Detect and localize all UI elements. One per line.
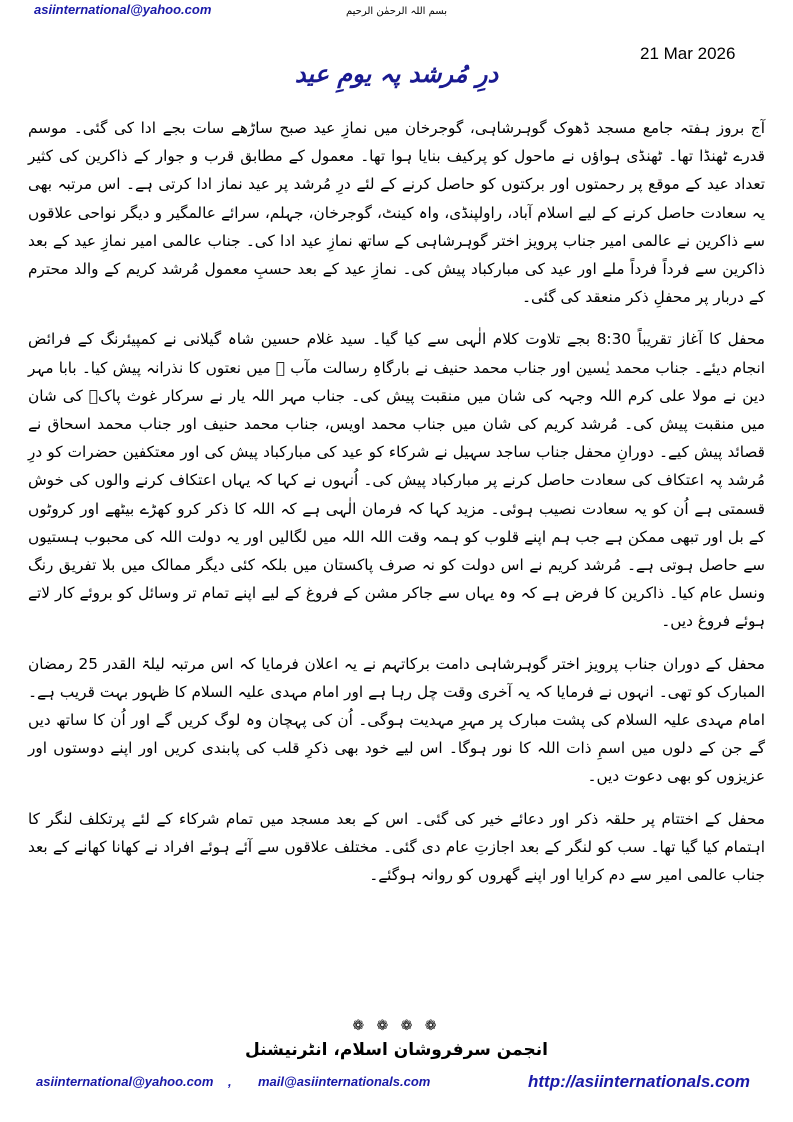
footer-email-mail[interactable]: mail@asiinternationals.com: [258, 1074, 431, 1089]
paragraph: محفل کے دوران جناب پرویز اختر گوہرشاہی دامت برکاتہم نے یہ اعلان فرمایا کہ اس مرتبہ لیلۃ القدر 25 رمضان المبارک کو تھی۔ انہوں نے فرمایا کہ یہ آخری وقت چل رہا ہے اور امام مہدی علیہ السلام کا ظہور بہت قریب ہے۔ امام مہدی علیہ السلام کی پشت مبارک پر مہرِ مہدیت ہوگی۔ اُن کی پہچان وہ لوگ کریں گے اور اُن کا ساتھ دیں گے جن کے دلوں میں اسمِ ذات اللہ کا نور ہوگا۔ اس لیے خود بھی ذکرِ قلب کی پابندی کریں اور اپنے دوستوں اور عزیزوں کو بھی دعوت دیں۔: [28, 654, 766, 786]
footer: [0, 1074, 793, 1098]
paragraph: محفل کے اختتام پر حلقہ ذکر اور دعائے خیر کی گئی۔ اس کے بعد مسجد میں تمام شرکاء کے لئے پرتکلف لنگر کا اہتمام کیا گیا تھا۔ سب کو لنگر کے بعد اجازتِ عام دی گئی۔ مختلف علاقوں سے آئے ہوئے افراد نے کھانا کھانے کے بعد جناب عالمی امیر سے دم کرایا اور اپنے گھروں کو روانہ ہوگئے۔: [28, 809, 765, 885]
article-body: [28, 114, 765, 903]
footer-email-yahoo[interactable]: asiinternational@yahoo.com: [36, 1074, 214, 1089]
bismillah: بسم اللہ الرحمٰن الرحیم: [345, 6, 447, 17]
paragraph: آج بروز ہفتہ جامع مسجد ڈھوک گوہرشاہی، گوجرخان میں نمازِ عید صبح ساڑھے سات بجے ادا کی گئی۔ موسم قدرے ٹھنڈا تھا۔ ٹھنڈی ہواؤں نے ماحول کو پرکیف بنایا ہوا تھا۔ معمول کے مطابق قرب و جوار کے ذاکرین کی کثیر تعداد عید کے موقع پر رحمتوں اور برکتوں کو حاصل کرنے کے لئے درِ مُرشد پر عید نماز ادا کرتی ہے۔ اس مرتبہ بھی یہ سعادت حاصل کرنے کے لیے اسلام آباد، راولپنڈی، واہ کینٹ، گوجرخان، جہلم، سرائے عالمگیر و دیگر نواحی علاقوں سے ذاکرین نے عالمی امیر جناب پرویز اختر گوہرشاہی کے ساتھ نمازِ عید ادا کی۔ جناب عالمی امیر نمازِ عید کے بعد ذاکرین سے فرداً فرداً ملے اور عید کی مبارکباد پیش کی۔ نمازِ عید کے بعد حسبِ معمول مُرشد کریم کے والد محترم کے دربار پر محفلِ ذکر منعقد کی گئی۔: [28, 119, 765, 307]
date: 21 Mar 2026: [640, 44, 736, 63]
footer-website-link[interactable]: http://asiinternationals.com: [528, 1072, 750, 1091]
article-title: درِ مُرشد پہ یومِ عید: [294, 60, 499, 88]
header-email[interactable]: asiinternational@yahoo.com: [34, 2, 212, 17]
flower-divider-icon: ❁ ❁ ❁ ❁: [352, 1018, 441, 1034]
organization-name: انجمن سرفروشان اسلام، انٹرنیشنل: [245, 1040, 548, 1060]
footer-separator: ,: [228, 1074, 232, 1089]
paragraph: محفل کا آغاز تقریباً 8:30 بجے تلاوت کلام الٰہی سے کیا گیا۔ سید غلام حسین شاہ گیلانی نے کمپیئرنگ کے فرائض انجام دیئے۔ جناب محمد یٰسین اور جناب محمد حنیف نے بارگاہِ رسالت مآب ﷺ میں نعتوں کا نذرانہ پیش کیا۔ بابا مہر دین نے مولا علی کرم اللہ وجہہ کی شان میں منقبت پیش کی۔ جناب مہر اللہ یار نے سرکار غوث پاکؓ کی شان میں منقبت پیش کی۔ مُرشد کریم کی شان میں جناب محمد اویس، جناب محمد حنیف اور جناب محمد اسحاق نے قصائد پیش کیے۔ دورانِ محفل جناب ساجد سہیل نے شرکاء کو عید کی مبارکباد پیش کی اور معتکفین حضرات کو درِ مُرشد پہ اعتکاف کی سعادت حاصل کرنے پر مبارکباد پیش کی۔ اُنہوں نے کہا کہ یہاں اعتکاف کرنے والوں کی خوش قسمتی ہے اُن کو یہ سعادت نصیب ہوئی۔ مزید کہا کہ فرمان الٰہی ہے کہ اللہ کا ذکر کرو کھڑے بیٹھے اور کروٹوں کے بل اور تبھی ممکن ہے جب ہم اپنے قلوب کو ہمہ وقت اللہ اللہ میں لگالیں اور یہ دولت اللہ کی محبوب ہستیوں سے حاصل ہوتی ہے۔ مُرشد کریم نے اس دولت کو نہ صرف پاکستان میں بلکہ کئی دیگر ممالک میں بلا تفریق رنگ ونسل عام کیا۔ ذاکرین کا فرض ہے کہ وہ یہاں سے جاکر مشن کے فروغ کے لیے اپنے تمام تر وسائل کو بروئے کار لاتے ہوئے فروغ دیں۔: [28, 330, 765, 631]
